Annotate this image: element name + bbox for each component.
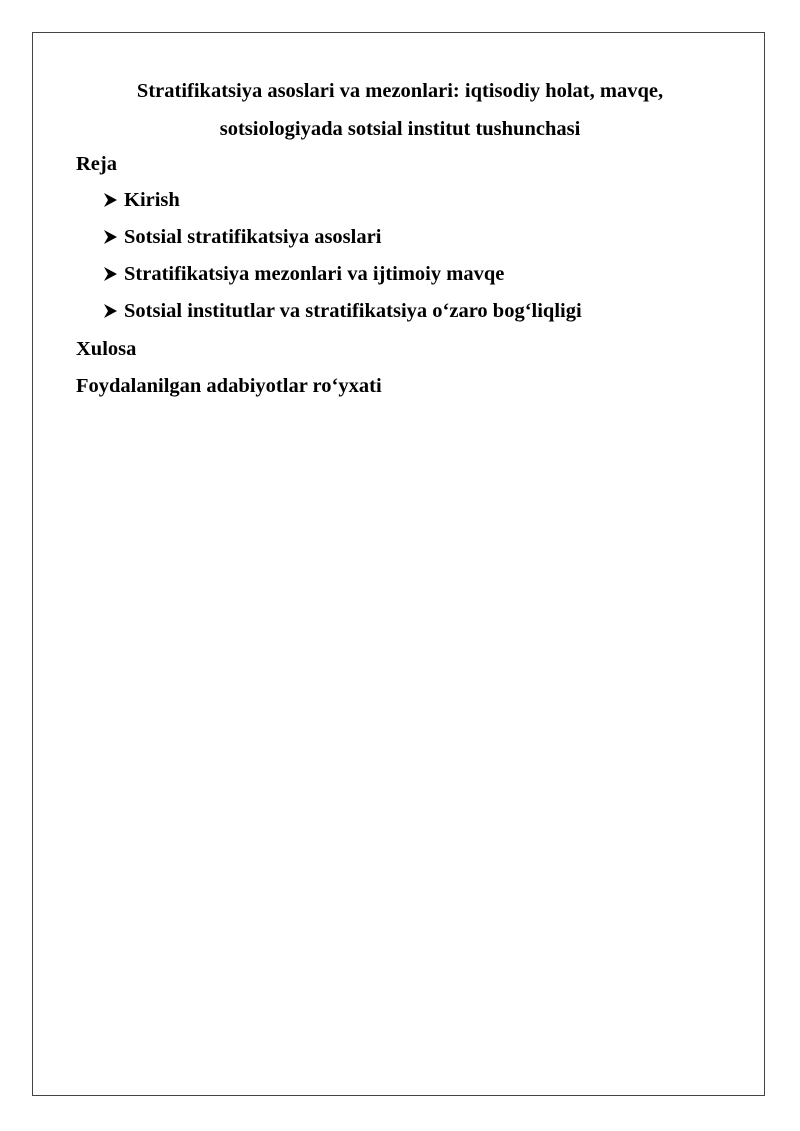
plan-item-label: Sotsial stratifikatsiya asoslari xyxy=(124,226,382,248)
arrowhead-bullet-icon xyxy=(102,229,118,245)
title-line-2: sotsiologiyada sotsial institut tushunchasi xyxy=(219,118,581,140)
conclusion-heading: Xulosa xyxy=(76,338,137,360)
arrowhead-bullet-icon xyxy=(102,192,118,208)
plan-item-label: Sotsial institutlar va stratifikatsiya o‘zaro bog‘liqligi xyxy=(124,300,582,322)
title-line-1: Stratifikatsiya asoslari va mezonlari: iqtisodiy holat, mavqe, xyxy=(136,80,664,102)
plan-item-stratification-basics xyxy=(102,224,381,250)
arrowhead-bullet-icon xyxy=(102,266,118,282)
plan-item-label: Kirish xyxy=(124,189,180,211)
plan-item-introduction xyxy=(102,187,180,213)
document-title xyxy=(100,72,700,148)
references-heading: Foydalanilgan adabiyotlar ro‘yxati xyxy=(76,375,382,397)
plan-item-label: Stratifikatsiya mezonlari va ijtimoiy mavqe xyxy=(124,263,505,285)
plan-heading: Reja xyxy=(76,153,117,175)
arrowhead-bullet-icon xyxy=(102,303,118,319)
plan-item-institutions-relationship xyxy=(102,298,582,324)
plan-item-criteria-and-status xyxy=(102,261,504,287)
